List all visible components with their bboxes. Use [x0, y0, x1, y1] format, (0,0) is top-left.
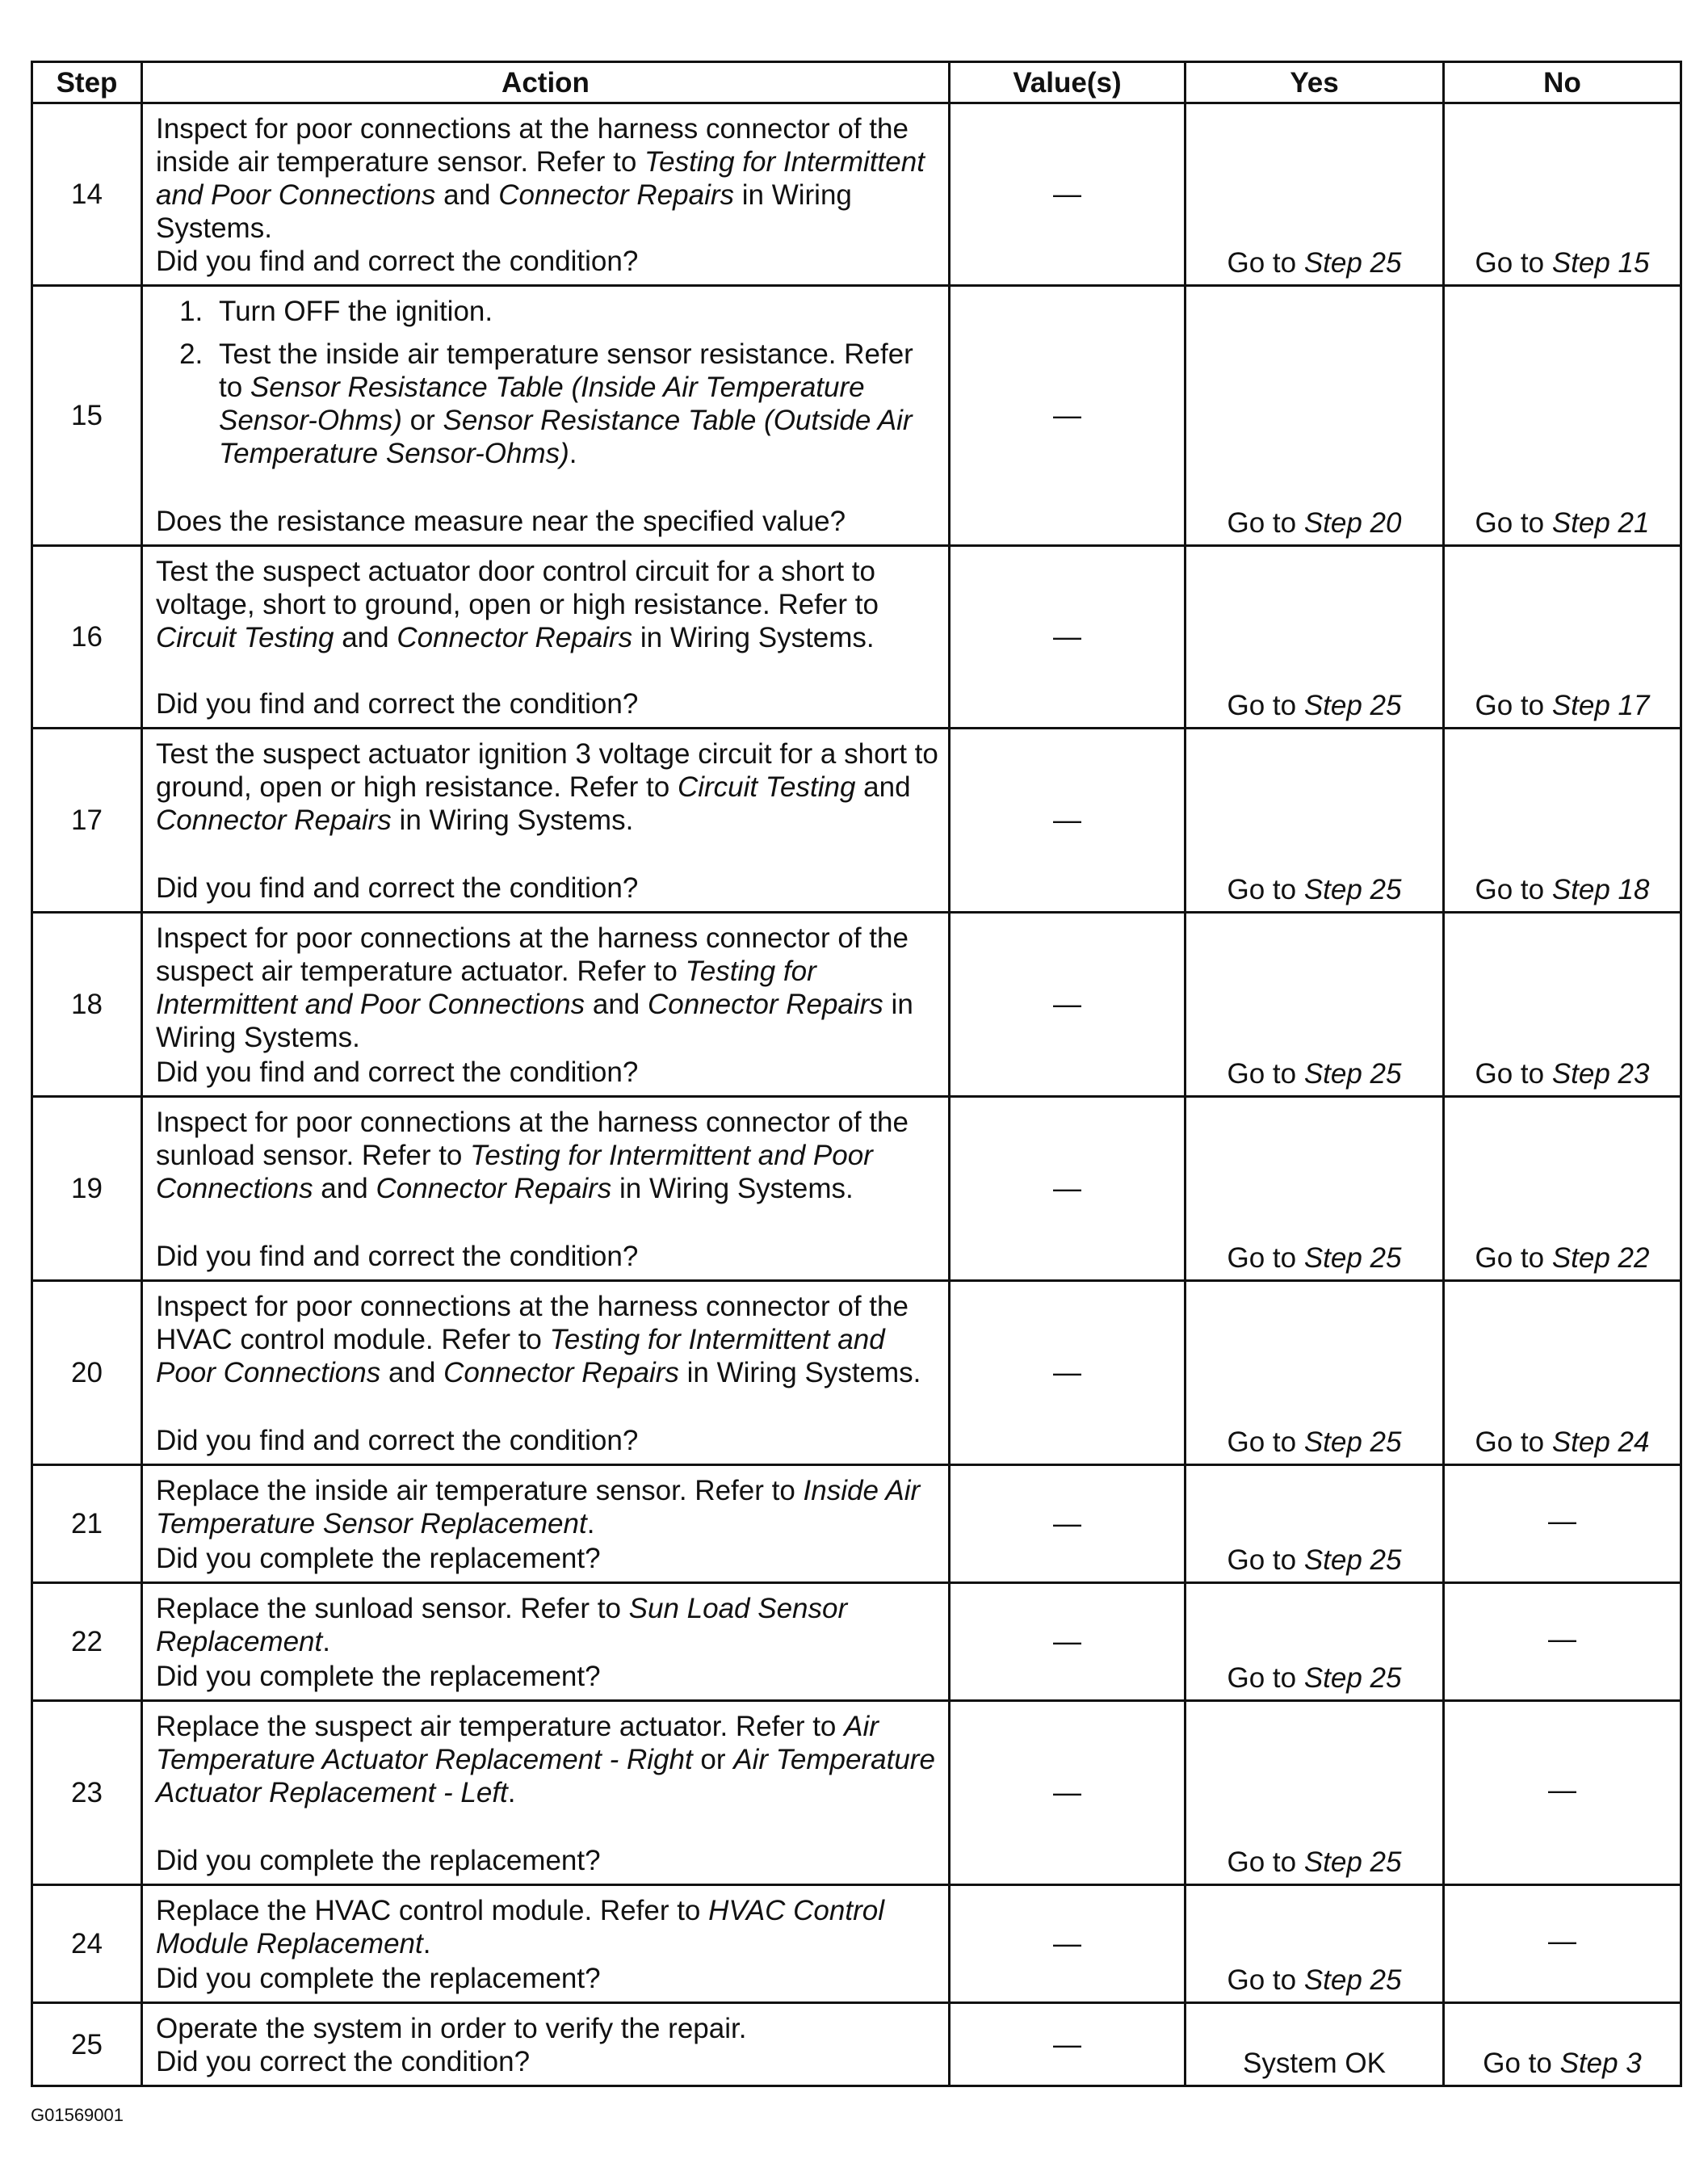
step-number: 18: [32, 913, 142, 1097]
action-cell: [142, 1885, 950, 2003]
table-row: [32, 1701, 1681, 1885]
no-cell: —: [1444, 1583, 1681, 1701]
value-cell: —: [950, 1465, 1186, 1583]
value-cell: —: [950, 1281, 1186, 1465]
action-question: Did you complete the replacement?: [156, 1963, 601, 1994]
action-question: Did you find and correct the condition?: [156, 1425, 639, 1456]
cross-reference: Step 25: [1303, 1242, 1402, 1274]
cross-reference: Sensor Resistance Table (Inside Air Temperature Sensor-Ohms): [219, 372, 865, 436]
table-row: [32, 1097, 1681, 1281]
action-cell: [142, 546, 950, 729]
substep-list: [156, 295, 940, 470]
action-question: Did you correct the condition?: [156, 2046, 531, 2077]
action-cell: [142, 729, 950, 913]
header-no: No: [1444, 62, 1681, 103]
action-text: Inspect for poor connections at the harness connector of the sunload sensor. Refer to Testing for Intermittent and Poor Connections and Connector Repairs in Wiring Systems.: [156, 1107, 909, 1204]
no-cell: Go to Step 15: [1444, 103, 1681, 286]
value-cell: —: [950, 1583, 1186, 1701]
action-cell: [142, 1701, 950, 1885]
yes-cell: System OK: [1186, 2003, 1444, 2086]
table-row: [32, 1281, 1681, 1465]
cross-reference: Air Temperature Actuator Replacement - Left: [156, 1744, 935, 1808]
cross-reference: Step 25: [1303, 1426, 1402, 1458]
action-cell: [142, 1281, 950, 1465]
yes-cell: Go to Step 25: [1186, 546, 1444, 729]
header-yes: Yes: [1186, 62, 1444, 103]
cross-reference: Connector Repairs: [648, 989, 883, 1020]
substep-item: 1. Turn OFF the ignition.: [211, 295, 940, 328]
cross-reference: Step 25: [1303, 1058, 1402, 1090]
no-cell: Go to Step 3: [1444, 2003, 1681, 2086]
table-row: [32, 913, 1681, 1097]
value-cell: —: [950, 2003, 1186, 2086]
action-text: Inspect for poor connections at the harness connector of the HVAC control module. Refer to Testing for Intermittent and Poor Connections and Connector Repairs in Wiring Systems.: [156, 1291, 921, 1388]
cross-reference: Step 24: [1551, 1426, 1650, 1458]
action-text: Test the suspect actuator ignition 3 voltage circuit for a short to ground, open or high resistance. Refer to Circuit Testing and Connector Repairs in Wiring Systems.: [156, 738, 938, 836]
action-text: Inspect for poor connections at the harness connector of the inside air temperature sensor. Refer to Testing for Intermittent and Poor Connections and Connector Repairs in Wiring Systems.: [156, 113, 925, 244]
no-cell: Go to Step 17: [1444, 546, 1681, 729]
cross-reference: Testing for Intermittent and Poor Connections: [156, 1324, 885, 1388]
step-number: 15: [32, 286, 142, 546]
cross-reference: Testing for Intermittent and Poor Connections: [156, 956, 816, 1020]
cross-reference: Step 20: [1303, 507, 1402, 539]
action-text: Operate the system in order to verify the repair.: [156, 2013, 747, 2044]
step-number: 20: [32, 1281, 142, 1465]
table-row: [32, 1465, 1681, 1583]
table-row: [32, 2003, 1681, 2086]
cross-reference: Connector Repairs: [498, 179, 735, 211]
cross-reference: Connector Repairs: [376, 1173, 612, 1204]
table-header: [32, 62, 1681, 103]
action-text: Replace the HVAC control module. Refer to HVAC Control Module Replacement.: [156, 1895, 884, 1959]
cross-reference: Step 25: [1303, 690, 1402, 721]
cross-reference: Step 18: [1551, 874, 1650, 905]
action-cell: [142, 1097, 950, 1281]
header-step: Step: [32, 62, 142, 103]
action-question: Did you find and correct the condition?: [156, 688, 639, 720]
action-cell: [142, 1583, 950, 1701]
step-number: 16: [32, 546, 142, 729]
step-number: 19: [32, 1097, 142, 1281]
cross-reference: Sun Load Sensor Replacement: [156, 1593, 848, 1657]
cross-reference: Air Temperature Actuator Replacement - Right: [156, 1711, 879, 1775]
value-cell: —: [950, 1701, 1186, 1885]
cross-reference: Connector Repairs: [156, 804, 392, 836]
cross-reference: Step 22: [1551, 1242, 1650, 1274]
table-row: [32, 1885, 1681, 2003]
action-question: Did you complete the replacement?: [156, 1845, 601, 1876]
cross-reference: Testing for Intermittent and Poor Connections: [156, 146, 925, 211]
no-cell: Go to Step 22: [1444, 1097, 1681, 1281]
action-question: Did you find and correct the condition?: [156, 246, 639, 277]
value-cell: —: [950, 729, 1186, 913]
action-cell: [142, 103, 950, 286]
cross-reference: Inside Air Temperature Sensor Replacement: [156, 1475, 921, 1539]
value-cell: —: [950, 286, 1186, 546]
action-question: Does the resistance measure near the specified value?: [156, 506, 846, 537]
yes-cell: Go to Step 20: [1186, 286, 1444, 546]
table-row: [32, 1583, 1681, 1701]
cross-reference: Step 25: [1303, 1544, 1402, 1576]
step-number: 22: [32, 1583, 142, 1701]
yes-cell: Go to Step 25: [1186, 1701, 1444, 1885]
action-text: Test the suspect actuator door control circuit for a short to voltage, short to ground, open or high resistance. Refer to Circuit Testing and Connector Repairs in Wiring Systems.: [156, 556, 879, 653]
no-cell: —: [1444, 1465, 1681, 1583]
step-number: 21: [32, 1465, 142, 1583]
yes-cell: Go to Step 25: [1186, 913, 1444, 1097]
table-body: [32, 103, 1681, 2086]
cross-reference: Step 25: [1303, 874, 1402, 905]
table-row: [32, 546, 1681, 729]
cross-reference: Step 3: [1559, 2048, 1642, 2079]
value-cell: —: [950, 103, 1186, 286]
action-text: Replace the inside air temperature sensor. Refer to Inside Air Temperature Sensor Replacement.: [156, 1475, 921, 1539]
no-cell: Go to Step 23: [1444, 913, 1681, 1097]
cross-reference: Connector Repairs: [397, 622, 633, 653]
value-cell: —: [950, 1885, 1186, 2003]
action-cell: [142, 286, 950, 546]
no-cell: —: [1444, 1885, 1681, 2003]
action-question: Did you complete the replacement?: [156, 1543, 601, 1574]
header-action: Action: [142, 62, 950, 103]
value-cell: —: [950, 546, 1186, 729]
figure-code: G01569001: [31, 2105, 124, 2125]
cross-reference: HVAC Control Module Replacement: [156, 1895, 884, 1959]
cross-reference: Testing for Intermittent and Poor Connections: [156, 1140, 873, 1204]
header-row: [32, 62, 1681, 103]
diagnostic-table: [31, 61, 1682, 2087]
action-cell: [142, 913, 950, 1097]
cross-reference: Step 21: [1551, 507, 1650, 539]
action-question: Did you find and correct the condition?: [156, 1056, 639, 1088]
step-number: 23: [32, 1701, 142, 1885]
action-text: Replace the suspect air temperature actuator. Refer to Air Temperature Actuator Replacement - Right or Air Temperature Actuator Replacement - Left.: [156, 1711, 935, 1808]
step-number: 17: [32, 729, 142, 913]
cross-reference: Step 25: [1303, 247, 1402, 279]
yes-cell: Go to Step 25: [1186, 103, 1444, 286]
action-question: Did you find and correct the condition?: [156, 872, 639, 904]
cross-reference: Step 15: [1551, 247, 1650, 279]
table-row: [32, 729, 1681, 913]
cross-reference: Step 17: [1551, 690, 1650, 721]
no-cell: —: [1444, 1701, 1681, 1885]
cross-reference: Circuit Testing: [156, 622, 334, 653]
step-number: 24: [32, 1885, 142, 2003]
cross-reference: Connector Repairs: [443, 1357, 679, 1388]
table-row: [32, 103, 1681, 286]
yes-cell: Go to Step 25: [1186, 1097, 1444, 1281]
action-text: Inspect for poor connections at the harness connector of the suspect air temperature actuator. Refer to Testing for Intermittent and Poor Connections and Connector Repairs in Wiring Systems.: [156, 922, 913, 1053]
yes-cell: Go to Step 25: [1186, 729, 1444, 913]
yes-cell: Go to Step 25: [1186, 1583, 1444, 1701]
cross-reference: Step 25: [1303, 1846, 1402, 1878]
value-cell: —: [950, 913, 1186, 1097]
cross-reference: Step 25: [1303, 1964, 1402, 1996]
action-cell: [142, 2003, 950, 2086]
yes-cell: Go to Step 25: [1186, 1465, 1444, 1583]
action-question: Did you complete the replacement?: [156, 1661, 601, 1692]
table-row: [32, 286, 1681, 546]
step-number: 25: [32, 2003, 142, 2086]
cross-reference: Circuit Testing: [677, 771, 856, 803]
no-cell: Go to Step 18: [1444, 729, 1681, 913]
action-question: Did you find and correct the condition?: [156, 1241, 639, 1272]
cross-reference: Step 25: [1303, 1662, 1402, 1694]
cross-reference: Sensor Resistance Table (Outside Air Temperature Sensor-Ohms): [219, 405, 913, 469]
substep-item: 2. Test the inside air temperature sensor resistance. Refer to Sensor Resistance Table (Inside Air Temperature Sensor-Ohms) or Sensor Resistance Table (Outside Air Temperature Sensor-Ohms).: [211, 338, 940, 470]
action-text: Replace the sunload sensor. Refer to Sun Load Sensor Replacement.: [156, 1593, 848, 1657]
no-cell: Go to Step 21: [1444, 286, 1681, 546]
diagnostic-table-container: [31, 61, 1682, 2087]
no-cell: Go to Step 24: [1444, 1281, 1681, 1465]
value-cell: —: [950, 1097, 1186, 1281]
header-values: Value(s): [950, 62, 1186, 103]
action-cell: [142, 1465, 950, 1583]
yes-cell: Go to Step 25: [1186, 1885, 1444, 2003]
cross-reference: Step 23: [1551, 1058, 1650, 1090]
yes-cell: Go to Step 25: [1186, 1281, 1444, 1465]
step-number: 14: [32, 103, 142, 286]
